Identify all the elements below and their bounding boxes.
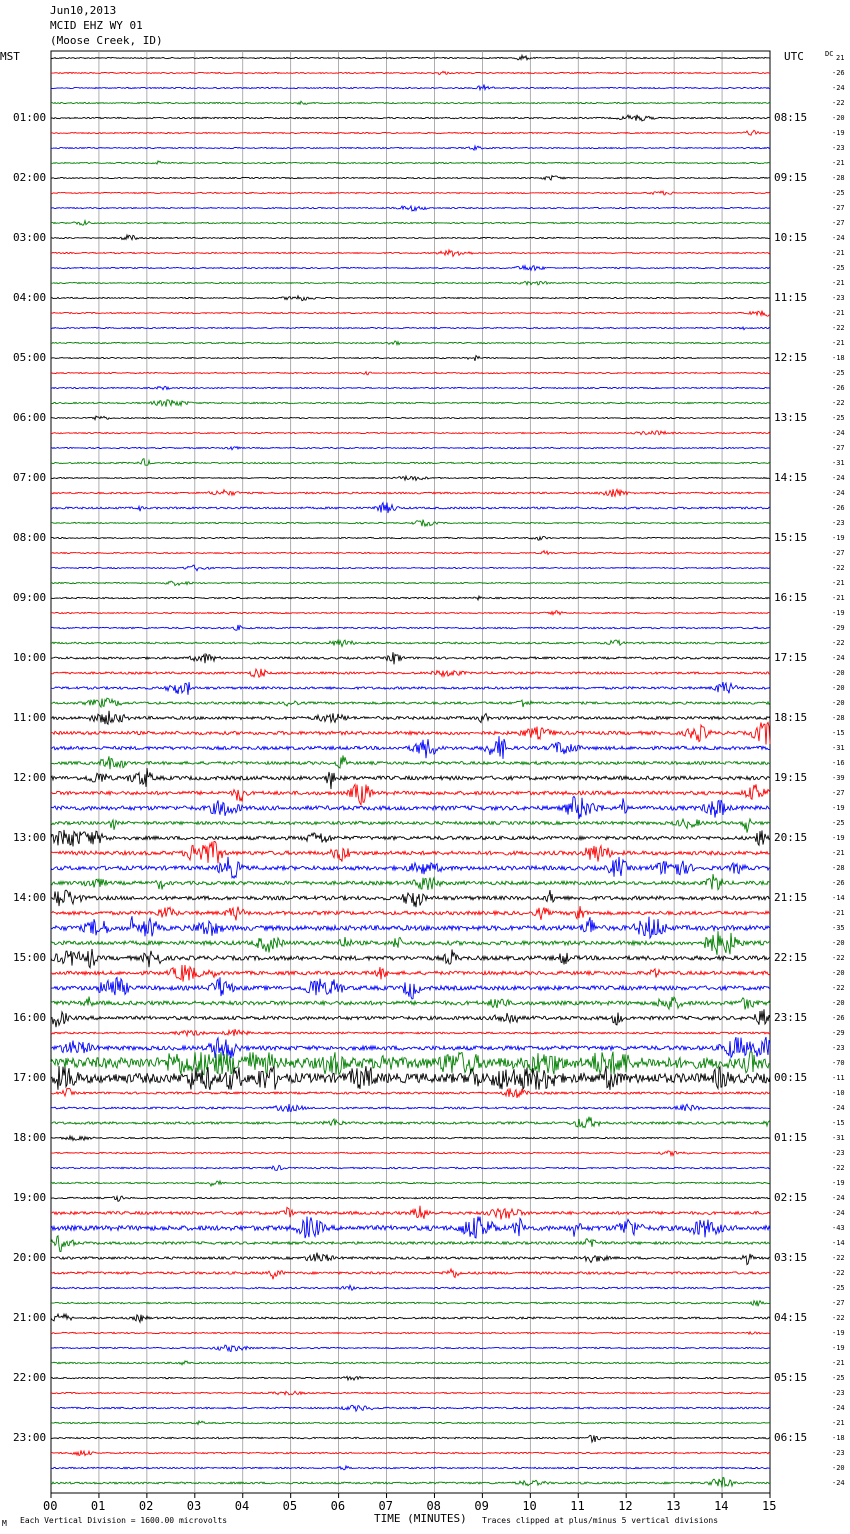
seismic-trace <box>51 520 770 527</box>
dc-offset-label: -22 <box>832 1269 845 1277</box>
utc-hour-label: 22:15 <box>774 951 808 964</box>
x-tick-label: 13 <box>666 1499 681 1513</box>
dc-offset-label: -24 <box>832 234 845 242</box>
dc-offset-label: -24 <box>832 429 845 437</box>
mst-hour-label: 12:00 <box>13 771 47 784</box>
dc-offset-label: -20 <box>832 114 845 122</box>
x-tick-label: 14 <box>714 1499 729 1513</box>
mst-hour-label: 14:00 <box>13 891 47 904</box>
seismic-trace <box>51 1376 770 1380</box>
mst-hour-label: 19:00 <box>13 1191 47 1204</box>
seismic-trace <box>51 1421 770 1425</box>
seismic-trace <box>51 1301 770 1307</box>
dc-offset-label: -21 <box>832 909 845 917</box>
utc-hour-label: 09:15 <box>774 171 808 184</box>
x-tick-label: 03 <box>186 1499 202 1513</box>
dc-offset-label: -18 <box>832 354 845 362</box>
dc-offset-label: -24 <box>832 1479 845 1487</box>
utc-hour-label: 16:15 <box>774 591 808 604</box>
seismic-trace <box>51 1314 770 1322</box>
seismic-trace <box>51 1206 770 1220</box>
mst-hour-label: 15:00 <box>13 951 47 964</box>
utc-hour-label: 01:15 <box>774 1131 808 1144</box>
seismic-trace <box>51 489 770 497</box>
dc-offset-label: -11 <box>832 1074 845 1082</box>
x-tick-label: 10 <box>522 1499 537 1513</box>
dc-offset-label: -25 <box>832 369 845 377</box>
scale-note: Each Vertical Division = 1600.00 microvolts <box>20 1516 228 1525</box>
x-tick-label: 06 <box>330 1499 346 1513</box>
seismic-trace <box>51 296 770 301</box>
dc-offset-label: -39 <box>832 774 845 782</box>
seismic-trace <box>51 711 770 724</box>
seismic-trace <box>51 1136 770 1140</box>
x-tick-label: 11 <box>570 1499 585 1513</box>
x-tick-label: 09 <box>474 1499 489 1513</box>
dc-offset-label: -31 <box>832 459 845 467</box>
dc-offset-label: -22 <box>832 1164 845 1172</box>
seismic-trace <box>51 997 770 1010</box>
dc-offset-label: -26 <box>832 384 845 392</box>
seismic-trace <box>51 101 770 104</box>
seismic-trace <box>51 596 770 600</box>
seismic-trace <box>51 652 770 664</box>
dc-offset-label: -29 <box>832 1029 845 1037</box>
seismic-trace <box>51 1029 770 1036</box>
seismic-trace <box>51 1285 770 1290</box>
dc-offset-label: -27 <box>832 204 845 212</box>
seismic-trace <box>51 1478 770 1488</box>
utc-hour-label: 04:15 <box>774 1311 808 1324</box>
header-location: (Moose Creek, ID) <box>50 34 163 47</box>
dc-title: DC <box>825 50 834 58</box>
footer-left-mark: M <box>2 1519 7 1528</box>
seismic-trace <box>51 736 770 759</box>
dc-offset-label: -27 <box>832 1299 845 1307</box>
dc-offset-label: -31 <box>832 1134 845 1142</box>
dc-offset-label: -21 <box>832 279 845 287</box>
seismic-trace <box>51 1345 770 1351</box>
seismic-trace <box>51 85 770 90</box>
seismic-trace <box>51 386 770 389</box>
dc-offset-label: -19 <box>832 834 845 842</box>
mst-hour-label: 10:00 <box>13 651 47 664</box>
seismic-trace <box>51 311 770 317</box>
seismic-trace <box>51 206 770 211</box>
dc-offset-label: -27 <box>832 444 845 452</box>
dc-offset-label: -29 <box>832 624 845 632</box>
dc-offset-label: -24 <box>832 1209 845 1217</box>
dc-offset-label: -25 <box>832 414 845 422</box>
dc-offset-label: -25 <box>832 264 845 272</box>
dc-offset-label: -20 <box>832 684 845 692</box>
seismic-trace <box>51 130 770 135</box>
seismic-trace <box>51 1165 770 1170</box>
seismic-trace <box>51 1181 770 1186</box>
dc-offset-label: -15 <box>832 1119 845 1127</box>
seismic-trace <box>51 890 770 907</box>
seismic-trace <box>51 1332 770 1334</box>
dc-offset-label: -19 <box>832 534 845 542</box>
dc-offset-label: -14 <box>832 1239 845 1247</box>
dc-offset-label: -22 <box>832 399 845 407</box>
dc-offset-label: -19 <box>832 609 845 617</box>
dc-offset-label: -21 <box>832 339 845 347</box>
mst-hour-label: 22:00 <box>13 1371 47 1384</box>
seismic-trace <box>51 965 770 982</box>
seismic-trace <box>51 176 770 180</box>
seismic-trace <box>51 327 770 330</box>
seismic-trace <box>51 1151 770 1156</box>
dc-offset-label: -25 <box>832 819 845 827</box>
seismic-trace <box>51 146 770 150</box>
x-tick-label: 01 <box>90 1499 106 1513</box>
header-date: Jun10,2013 <box>50 4 117 17</box>
dc-offset-label: -21 <box>832 159 845 167</box>
seismic-trace <box>51 669 770 677</box>
utc-hour-label: 17:15 <box>774 651 808 664</box>
seismic-trace <box>51 1088 770 1098</box>
plot-frame <box>51 51 770 1493</box>
dc-offset-label: -18 <box>832 1434 845 1442</box>
dc-offset-label: -70 <box>832 1059 845 1067</box>
seismic-trace <box>51 372 770 375</box>
seismic-trace <box>51 221 770 226</box>
dc-offset-label: -23 <box>832 294 845 302</box>
dc-offset-label: -23 <box>832 1149 845 1157</box>
seismic-trace <box>51 551 770 555</box>
mst-hour-label: 20:00 <box>13 1251 47 1264</box>
dc-offset-label: -26 <box>832 1014 845 1022</box>
mst-hour-label: 03:00 <box>13 231 47 244</box>
utc-hour-label: 05:15 <box>774 1371 808 1384</box>
dc-offset-label: -23 <box>832 1044 845 1052</box>
dc-offset-label: -31 <box>832 744 845 752</box>
seismic-trace <box>51 768 770 789</box>
seismic-trace <box>51 431 770 435</box>
dc-offset-label: -20 <box>832 699 845 707</box>
seismic-trace <box>51 356 770 361</box>
mst-hour-label: 18:00 <box>13 1131 47 1144</box>
left-axis-title: MST <box>0 50 20 63</box>
dc-offset-label: -22 <box>832 954 845 962</box>
seismic-trace <box>51 1466 770 1470</box>
seismic-trace <box>51 565 770 571</box>
seismic-trace <box>51 1253 770 1265</box>
dc-offset-label: -21 <box>832 249 845 257</box>
dc-offset-label: -26 <box>832 879 845 887</box>
seismic-trace <box>51 1104 770 1112</box>
seismic-trace <box>51 819 770 833</box>
x-tick-label: 05 <box>282 1499 298 1513</box>
seismic-trace <box>51 755 770 769</box>
dc-offset-label: -15 <box>832 729 845 737</box>
utc-hour-label: 14:15 <box>774 471 808 484</box>
seismic-trace <box>51 71 770 74</box>
seismic-trace <box>51 1236 770 1252</box>
mst-hour-label: 07:00 <box>13 471 47 484</box>
header-station: MCID EHZ WY 01 <box>50 19 143 32</box>
seismic-trace <box>51 416 770 420</box>
seismic-trace <box>51 1405 770 1411</box>
dc-offset-label: -21 <box>832 309 845 317</box>
seismic-trace <box>51 447 770 450</box>
dc-offset-label: -21 <box>832 594 845 602</box>
seismic-trace <box>51 115 770 121</box>
dc-offset-label: -25 <box>832 1284 845 1292</box>
seismic-trace <box>51 235 770 240</box>
seismic-trace <box>51 266 770 271</box>
seismic-trace <box>51 400 770 407</box>
utc-hour-label: 18:15 <box>774 711 808 724</box>
seismic-trace <box>51 581 770 586</box>
seismic-trace <box>51 698 770 707</box>
seismic-trace <box>51 722 770 744</box>
dc-offset-label: 21 <box>836 54 845 62</box>
dc-offset-label: -35 <box>832 924 845 932</box>
dc-offset-label: -10 <box>832 1089 845 1097</box>
dc-offset-label: -21 <box>832 579 845 587</box>
dc-offset-label: -27 <box>832 549 845 557</box>
x-tick-label: 00 <box>43 1499 58 1513</box>
dc-offset-label: -22 <box>832 984 845 992</box>
dc-offset-label: -20 <box>832 999 845 1007</box>
dc-offset-label: -28 <box>832 174 845 182</box>
mst-hour-label: 05:00 <box>13 351 47 364</box>
seismic-trace <box>51 1117 770 1128</box>
dc-offset-label: -28 <box>832 864 845 872</box>
utc-hour-label: 00:15 <box>774 1071 808 1084</box>
dc-offset-label: -43 <box>832 1224 845 1232</box>
seismic-trace <box>51 55 770 60</box>
x-tick-label: 15 <box>762 1499 777 1513</box>
dc-offset-label: -25 <box>832 189 845 197</box>
utc-hour-label: 08:15 <box>774 111 808 124</box>
dc-offset-label: -26 <box>832 69 845 77</box>
mst-hour-label: 16:00 <box>13 1011 47 1024</box>
dc-offset-label: -19 <box>832 1179 845 1187</box>
dc-offset-label: -20 <box>832 669 845 677</box>
seismic-trace <box>51 625 770 630</box>
seismic-trace <box>51 341 770 345</box>
seismic-trace <box>51 682 770 695</box>
dc-offset-label: -23 <box>832 519 845 527</box>
utc-hour-label: 10:15 <box>774 231 808 244</box>
dc-offset-label: -23 <box>832 1389 845 1397</box>
utc-hour-label: 21:15 <box>774 891 808 904</box>
seismic-trace <box>51 1009 770 1027</box>
clip-note: Traces clipped at plus/minus 5 vertical divisions <box>482 1516 719 1525</box>
dc-offset-label: -22 <box>832 1314 845 1322</box>
mst-hour-label: 04:00 <box>13 291 47 304</box>
seismic-trace <box>51 640 770 647</box>
seismic-trace <box>51 796 770 818</box>
seismic-trace <box>51 1361 770 1365</box>
seismic-trace <box>51 830 770 847</box>
mst-hour-label: 06:00 <box>13 411 47 424</box>
seismic-trace <box>51 949 770 968</box>
seismic-trace <box>51 536 770 540</box>
mst-hour-label: 02:00 <box>13 171 47 184</box>
seismic-trace <box>51 250 770 256</box>
x-tick-label: 02 <box>138 1499 154 1513</box>
utc-hour-label: 11:15 <box>774 291 808 304</box>
utc-hour-label: 19:15 <box>774 771 808 784</box>
mst-hour-label: 01:00 <box>13 111 47 124</box>
utc-hour-label: 15:15 <box>774 531 808 544</box>
seismic-trace <box>51 459 770 466</box>
seismic-trace <box>51 1450 770 1455</box>
dc-offset-label: -23 <box>832 1449 845 1457</box>
dc-offset-label: -24 <box>832 654 845 662</box>
seismic-trace <box>51 1435 770 1442</box>
seismic-trace <box>51 1269 770 1279</box>
dc-offset-label: -24 <box>832 1404 845 1412</box>
dc-offset-label: -22 <box>832 639 845 647</box>
seismic-trace <box>51 161 770 164</box>
dc-offset-label: -24 <box>832 474 845 482</box>
dc-offset-label: -24 <box>832 1104 845 1112</box>
mst-hour-label: 21:00 <box>13 1311 47 1324</box>
utc-hour-label: 03:15 <box>774 1251 808 1264</box>
seismic-trace <box>51 857 770 878</box>
dc-offset-label: -19 <box>832 1329 845 1337</box>
dc-offset-label: -21 <box>832 1419 845 1427</box>
right-axis-title: UTC <box>784 50 804 63</box>
dc-offset-label: -26 <box>832 504 845 512</box>
seismic-trace <box>51 1391 770 1395</box>
mst-hour-label: 08:00 <box>13 531 47 544</box>
seismic-trace <box>51 977 770 999</box>
seismic-trace <box>51 1066 770 1090</box>
mst-hour-label: 17:00 <box>13 1071 47 1084</box>
dc-offset-label: -24 <box>832 1194 845 1202</box>
dc-offset-label: -27 <box>832 219 845 227</box>
seismic-trace <box>51 931 770 955</box>
dc-offset-label: -25 <box>832 1374 845 1382</box>
dc-offset-label: -20 <box>832 939 845 947</box>
seismic-trace <box>51 191 770 195</box>
dc-offset-label: -22 <box>832 324 845 332</box>
x-tick-label: 08 <box>426 1499 441 1513</box>
dc-offset-label: -21 <box>832 849 845 857</box>
dc-offset-label: -24 <box>832 489 845 497</box>
seismic-trace <box>51 841 770 863</box>
dc-offset-label: -24 <box>832 84 845 92</box>
utc-hour-label: 06:15 <box>774 1431 808 1444</box>
seismic-trace <box>51 1196 770 1201</box>
seismic-trace <box>51 916 770 938</box>
x-tick-label: 07 <box>378 1499 393 1513</box>
utc-hour-label: 23:15 <box>774 1011 808 1024</box>
utc-hour-label: 02:15 <box>774 1191 808 1204</box>
utc-hour-label: 12:15 <box>774 351 808 364</box>
dc-offset-label: -20 <box>832 969 845 977</box>
dc-offset-label: -28 <box>832 714 845 722</box>
seismic-trace <box>51 1052 770 1075</box>
x-tick-label: 04 <box>234 1499 250 1513</box>
mst-hour-label: 13:00 <box>13 831 47 844</box>
dc-offset-label: -16 <box>832 759 845 767</box>
utc-hour-label: 20:15 <box>774 831 808 844</box>
seismic-trace <box>51 281 770 285</box>
seismic-trace <box>51 874 770 890</box>
dc-offset-label: -22 <box>832 1254 845 1262</box>
seismic-trace <box>51 1217 770 1239</box>
utc-hour-label: 13:15 <box>774 411 808 424</box>
dc-offset-label: -14 <box>832 894 845 902</box>
dc-offset-label: -23 <box>832 144 845 152</box>
x-tick-label: 12 <box>618 1499 633 1513</box>
seismic-trace <box>51 476 770 480</box>
seismic-trace <box>51 784 770 805</box>
seismic-trace <box>51 1037 770 1059</box>
dc-offset-label: -22 <box>832 99 845 107</box>
seismic-trace <box>51 611 770 615</box>
dc-offset-label: -22 <box>832 564 845 572</box>
mst-hour-label: 11:00 <box>13 711 47 724</box>
mst-hour-label: 09:00 <box>13 591 47 604</box>
dc-offset-label: -19 <box>832 1344 845 1352</box>
seismic-trace <box>51 906 770 920</box>
dc-offset-label: -19 <box>832 804 845 812</box>
x-axis-label: TIME (MINUTES) <box>374 1512 467 1525</box>
dc-offset-label: -20 <box>832 1464 845 1472</box>
mst-hour-label: 23:00 <box>13 1431 47 1444</box>
dc-offset-label: -21 <box>832 1359 845 1367</box>
dc-offset-label: -19 <box>832 129 845 137</box>
dc-offset-label: -27 <box>832 789 845 797</box>
seismic-trace <box>51 503 770 513</box>
